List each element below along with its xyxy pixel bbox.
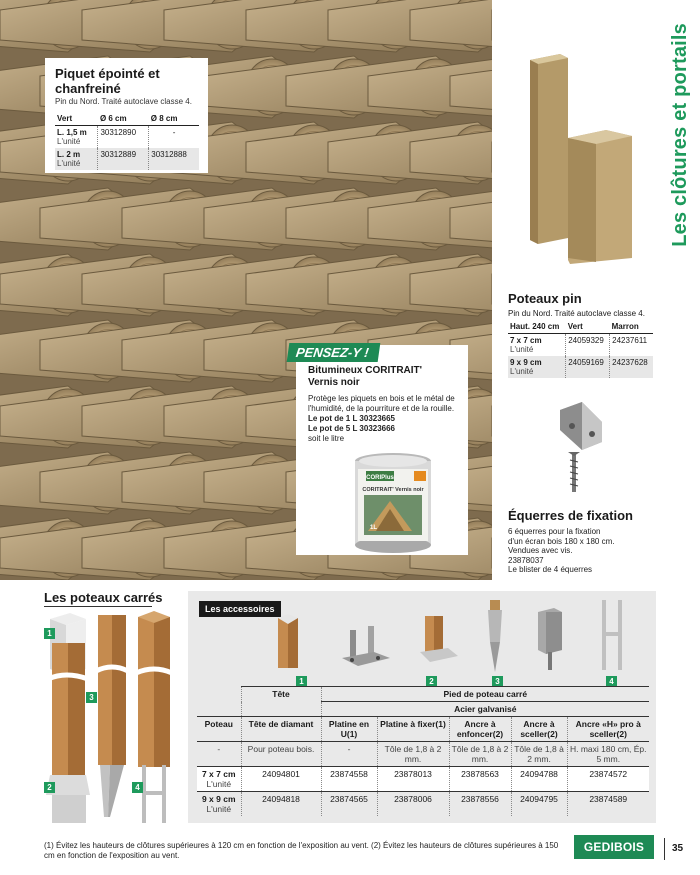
acc-badge-4: 4 [606,676,617,687]
bitumineux-title-line1: Bitumineux CORITRAIT' [308,365,423,376]
post-badge-2: 2 [44,782,55,793]
section-title-text: Les clôtures et portails [668,23,691,247]
ref-cell: 23874572 [567,767,649,792]
piquet-table [55,113,199,170]
ref-cell: 24237628 [610,356,653,378]
ref-cell: 24094795 [511,792,567,817]
piquet-header-6cm: Ø 6 cm [98,113,149,126]
header-ancre-enfoncer: Ancre à enfoncer(2) [449,717,511,742]
equerres-title: Équerres de fixation [508,508,633,523]
table-row [508,356,653,378]
header-vert: Vert [566,321,610,334]
row-unit: L'unité [206,779,232,789]
section-title [662,20,698,250]
ref-cell: 30312888 [149,148,199,170]
header-poteau: Poteau [197,717,241,742]
gedibois-logo: GEDIBOIS [574,835,654,859]
piquet-header-vert: Vert [55,113,98,126]
bitumineux-title [308,365,460,389]
post-badge-3: 3 [86,692,97,703]
equerres-line: Vendues avec vis. [508,546,573,555]
ref-cell: 23878006 [377,792,449,817]
row-unit: L'unité [57,159,81,168]
bitumineux-description: Protège les piquets en bois et le métal de l'humidité, de la pourriture et de la rouille. [308,394,455,413]
ref-cell: 30312890 [98,126,149,149]
ref-cell: 30312889 [98,148,149,170]
can-label: CORITRAIT' Vernis noir [362,487,424,493]
acc-badge-1: 1 [296,676,307,687]
group-acier: Acier galvanisé [321,702,649,717]
desc-cell: - [321,742,377,767]
poteaux-carres-image [40,605,190,830]
poteaux-carres-title: Les poteaux carrés [44,590,163,605]
ref-cell: 24094788 [511,767,567,792]
header-platine-u: Platine en U(1) [321,717,377,742]
bitumineux-title-line2: Vernis noir [308,377,360,388]
ref-cell: 23874558 [321,767,377,792]
ref-cell: 24059329 [566,334,610,357]
piquet-title: Piquet épointé et chanfreiné [55,66,160,96]
row-label: L. 2 m [57,150,81,159]
header-ancre-h: Ancre «H» pro à sceller(2) [567,717,649,742]
bitumineux-price-per-liter: soit le litre [308,434,345,443]
header-hauteur: Haut. 240 cm [508,321,566,334]
header-ancre-sceller: Ancre à sceller(2) [511,717,567,742]
row-label: 7 x 7 cm [510,336,542,345]
ref-cell: 23878556 [449,792,511,817]
poteaux-pin-table [508,321,653,378]
bitumineux-pot-1l: Le pot de 1 L 30323665 [308,414,396,423]
equerres-line: d'un écran bois 180 x 180 cm. [508,536,615,546]
desc-cell: Tôle de 1,8 à 2 mm. [511,742,567,767]
group-tete: Tête [241,687,321,702]
table-row [55,148,199,170]
table-row [197,767,649,792]
bitumineux-body [308,394,460,444]
paint-can-image [350,451,436,554]
desc-cell: Tôle de 1,8 à 2 mm. [449,742,511,767]
row-unit: L'unité [206,804,232,814]
pensez-y-tag: PENSEZ-Y ! [287,343,380,362]
group-pied: Pied de poteau carré [321,687,649,702]
desc-cell: Pour poteau bois. [241,742,321,767]
piquet-card [45,58,208,173]
row-label: 7 x 7 cm [201,769,236,779]
row-unit: L'unité [57,137,81,146]
ref-cell: 23878563 [449,767,511,792]
accessoires-images [270,596,650,674]
equerre-image [552,398,612,498]
header-tete-diamant: Tête de diamant [241,717,321,742]
acc-badge-3: 3 [492,676,503,687]
desc-cell: Tôle de 1,8 à 2 mm. [377,742,449,767]
poteaux-pin-image [520,52,640,264]
equerres-block [508,508,658,575]
ref-cell: 24094801 [241,767,321,792]
poteaux-pin-block [508,291,653,378]
can-brand: CORIPlus [366,475,394,481]
equerres-line: 6 équerres pour la fixation [508,527,601,536]
header-marron: Marron [610,321,653,334]
page-number: 35 [672,843,684,854]
desc-cell: H. maxi 180 cm, Ép. 5 mm. [567,742,649,767]
row-unit: L'unité [510,367,534,376]
ref-cell: 24094818 [241,792,321,817]
post-badge-4: 4 [132,782,143,793]
ref-cell: 24237611 [610,334,653,357]
poteaux-pin-subtitle: Pin du Nord. Traité autoclave classe 4. [508,309,645,318]
ref-cell: 23874565 [321,792,377,817]
acc-badge-2: 2 [426,676,437,687]
post-badge-1: 1 [44,628,55,639]
desc-cell: - [197,742,241,767]
ref-cell: - [149,126,199,149]
can-volume: 1L [370,525,378,531]
row-unit: L'unité [510,345,534,354]
header-platine-fixer: Platine à fixer(1) [377,717,449,742]
poteaux-pin-title: Poteaux pin [508,291,582,306]
row-label: L. 1,5 m [57,128,87,137]
ref-cell: 23874589 [567,792,649,817]
equerres-body [508,527,658,575]
table-row [197,792,649,817]
row-label: 9 x 9 cm [201,794,236,804]
row-label: 9 x 9 cm [510,358,542,367]
accessoires-table [197,686,649,816]
equerres-line: Le blister de 4 équerres [508,565,593,574]
table-row [55,126,199,149]
bitumineux-pot-5l: Le pot de 5 L 30323666 [308,424,396,433]
footer-divider [664,838,665,860]
accessoires-tag: Les accessoires [199,601,281,617]
ref-cell: 23878013 [377,767,449,792]
table-row [197,742,649,767]
footnote: (1) Évitez les hauteurs de clôtures supérieures à 120 cm en fonction de l'exposition au vent. (2) Évitez les hauteurs de clôtures supérieures à 150 cm en fonction de l'exposition au vent. [44,841,559,860]
ref-cell: 24059169 [566,356,610,378]
piquet-header-8cm: Ø 8 cm [149,113,199,126]
table-row [508,334,653,357]
piquet-subtitle: Pin du Nord. Traité autoclave classe 4. [55,97,192,106]
equerres-reference: 23878037 [508,555,544,565]
